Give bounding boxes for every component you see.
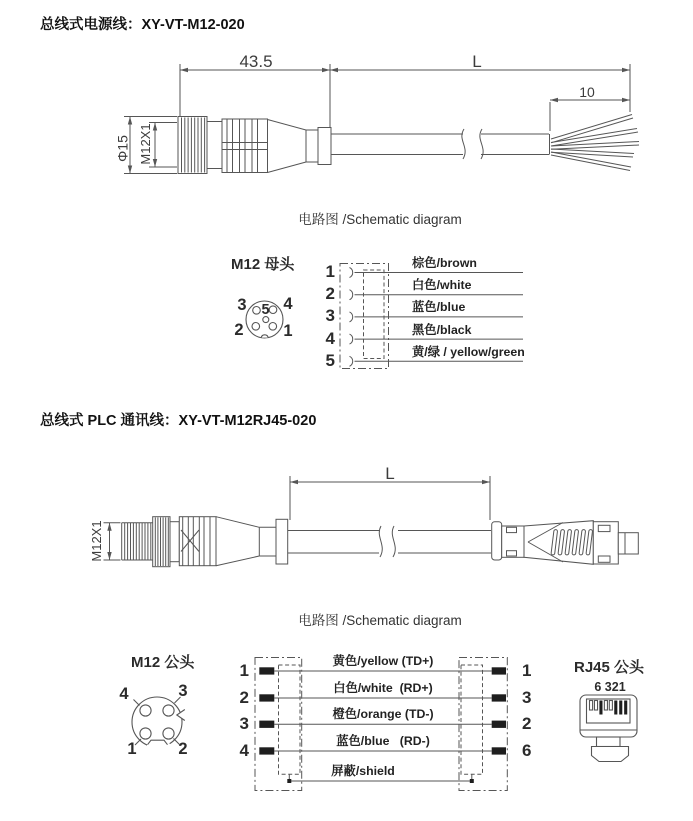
wire-label-brown: 棕色/brown [412, 256, 477, 270]
wire-label-blue-2: 蓝色/blue (RD-) [336, 734, 430, 748]
sch1-pin-5: 5 [325, 350, 335, 370]
wire-label-shield: 屏蔽/shield [331, 764, 395, 778]
sch2-right-pin-1: 1 [522, 660, 532, 680]
sch1-pin-1: 1 [325, 262, 335, 281]
sch2-right-pin-3: 3 [522, 687, 532, 707]
sch2-left-pin-1: 1 [239, 660, 249, 680]
wire-label-white-2: 白色/white (RD+) [333, 681, 433, 695]
dim-thread-1: M12X1 [137, 122, 153, 165]
wire-label-orange: 橙色/orange (TD-) [332, 707, 434, 722]
face2-pin-top-left: 4 [119, 685, 129, 703]
face2-pin-top-right: 3 [178, 682, 188, 700]
rj45-pin-order: 6 321 [594, 680, 626, 694]
sch2-right-pin-6: 6 [522, 740, 532, 760]
sch2-left-pin-2: 2 [239, 687, 249, 707]
face1-pin-center: 5 [261, 302, 270, 318]
face1-pin-top-left: 3 [237, 296, 247, 314]
wire-label-white: 白色/white [412, 278, 472, 293]
power-cable-drawing [0, 45, 693, 195]
rj45-label: RJ45 公头 [574, 659, 645, 676]
face1-pin-top-right: 4 [283, 295, 293, 313]
sch2-left-pin-4: 4 [239, 740, 249, 760]
sch2-left-pin-3: 3 [239, 713, 249, 733]
wire-label-yellow-green: 黄/绿 / yellow/green [412, 344, 525, 359]
dim-cable-length-2: L [385, 464, 395, 483]
sch1-pin-3: 3 [325, 306, 335, 326]
wire-label-black: 黑色/black [412, 322, 472, 337]
sch1-pin-4: 4 [325, 328, 335, 348]
sch2-right-pin-2: 2 [522, 713, 532, 733]
dim-diameter: Φ15 [114, 135, 130, 162]
m12-female-label: M12 母头 [231, 256, 295, 273]
m12-male-connector-body [122, 517, 288, 567]
face1-pin-bottom-left: 2 [234, 320, 244, 339]
plc-cable-drawing [0, 455, 693, 610]
stripped-wires [551, 115, 639, 171]
face1-pin-bottom-right: 1 [283, 321, 293, 340]
rj45-face-view [580, 695, 637, 762]
face2-pin-bottom-left: 1 [127, 740, 137, 758]
section2-title: 总线式 PLC 通讯线：XY-VT-M12RJ45-020 [40, 413, 317, 429]
schematic-heading-2: 电路图 /Schematic diagram [298, 613, 462, 628]
dim-strip-length: 10 [579, 84, 595, 100]
cable-1 [331, 129, 550, 159]
schematic-heading-1: 电路图 /Schematic diagram [298, 212, 462, 227]
section1-title: 总线式电源线：XY-VT-M12-020 [40, 17, 245, 33]
m12-male-label: M12 公头 [131, 654, 195, 671]
dim-connector-length: 43.5 [239, 52, 273, 71]
m12-female-connector-body [178, 117, 331, 174]
sch1-pin-2: 2 [325, 284, 335, 304]
face2-pin-bottom-right: 2 [178, 740, 188, 758]
cable-2 [288, 526, 491, 557]
wire-label-blue: 蓝色/blue [412, 300, 466, 315]
dim-cable-length-1: L [472, 52, 482, 71]
dim-thread-2: M12X1 [88, 520, 104, 562]
rj45-plug-drawing [492, 521, 639, 565]
wire-label-yellow: 黄色/yellow (TD+) [332, 654, 434, 668]
power-cable-schematic [0, 250, 693, 380]
